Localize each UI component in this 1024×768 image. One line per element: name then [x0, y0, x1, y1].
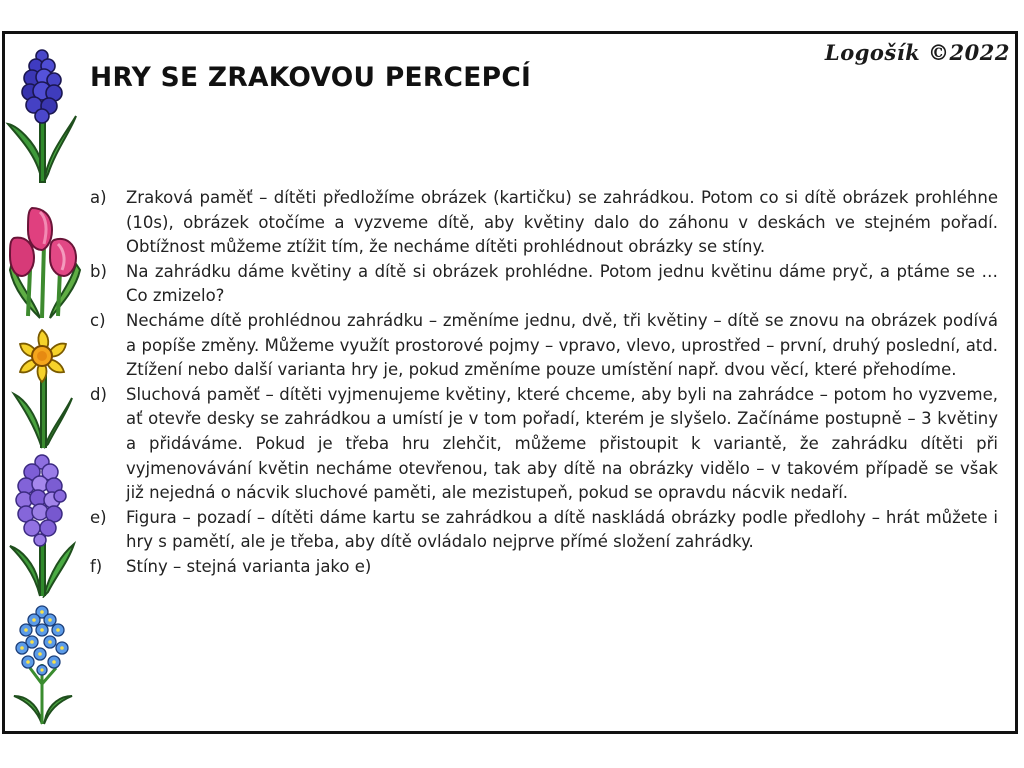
- item-text: Stíny – stejná varianta jako e): [126, 556, 372, 576]
- grape-hyacinth-icon: [4, 46, 80, 184]
- list-item: [88, 506, 998, 555]
- tulips-icon: [4, 204, 84, 320]
- item-text: Zraková paměť – dítěti předložíme obrázek (kartičku) se zahrádkou. Potom co si dítě obrázek prohléhne (10s), obrázek otočíme a vyzveme dítě, aby květiny dalo do záhonu v deskách ve stejném pořadí. Obtížnost můžeme ztížit tím, že necháme dítěti prohlédnout obrázky se stíny.: [126, 188, 998, 257]
- list-item: [88, 555, 998, 580]
- item-text: Figura – pozadí – dítěti dáme kartu se zahrádkou a dítě naskládá obrázky podle předlohy – hrát můžete i hry s pamětí, ale je třeba, aby dítě ovládalo nejprve přímé složení zahrádky.: [126, 507, 998, 552]
- daffodil-icon: [4, 328, 80, 450]
- item-text: Sluchová paměť – dítěti vyjmenujeme květiny, které chceme, aby byli na zahrádce – potom ho vyzveme, ať otevře desky se zahrádkou a umístí je v tom pořadí, kterém je slyšelo. Začínáme postupně – 3 květiny a přidáváme. Pokud je třeba hru zlehčit, můžeme přistoupit k variantě, že zahrádku dítěti při vyjmenovávání květin necháme otevřenou, tak aby dítě na obrázky vidělo – v takovém případě se však již nejedná o nácvik sluchové paměti, ale mezistupeň, pokud se opravdu nácvik nedaří.: [126, 384, 998, 503]
- item-text: Necháme dítě prohlédnou zahrádku – změníme jednu, dvě, tři květiny – dítě se znovu na obrázek podívá a popíše změny. Můžeme využít prostorové pojmy – vpravo, vlevo, uprostřed – první, druhý poslední, atd. Ztížení nebo další varianta hry je, pokud změníme pouze umístění např. dvou věcí, které přehodíme.: [126, 310, 998, 380]
- item-marker: e): [90, 507, 107, 527]
- list-item: [88, 186, 998, 260]
- forget-me-not-icon: [4, 604, 80, 726]
- list-item: [88, 383, 998, 506]
- item-marker: d): [90, 384, 107, 404]
- item-marker: f): [90, 556, 103, 576]
- activity-list: [88, 186, 998, 580]
- item-marker: b): [90, 261, 107, 281]
- copyright-credit: Logošík ©2022: [824, 40, 1010, 65]
- item-marker: c): [90, 310, 106, 330]
- item-marker: a): [90, 188, 107, 207]
- page-title: HRY SE ZRAKOVOU PERCEPCÍ: [90, 62, 532, 93]
- hyacinth-icon: [4, 452, 80, 598]
- list-item: [88, 260, 998, 309]
- list-item: [88, 309, 998, 383]
- item-text: Na zahrádku dáme květiny a dítě si obrázek prohlédne. Potom jednu květinu dáme pryč, a ptáme se … Co zmizelo?: [126, 261, 998, 306]
